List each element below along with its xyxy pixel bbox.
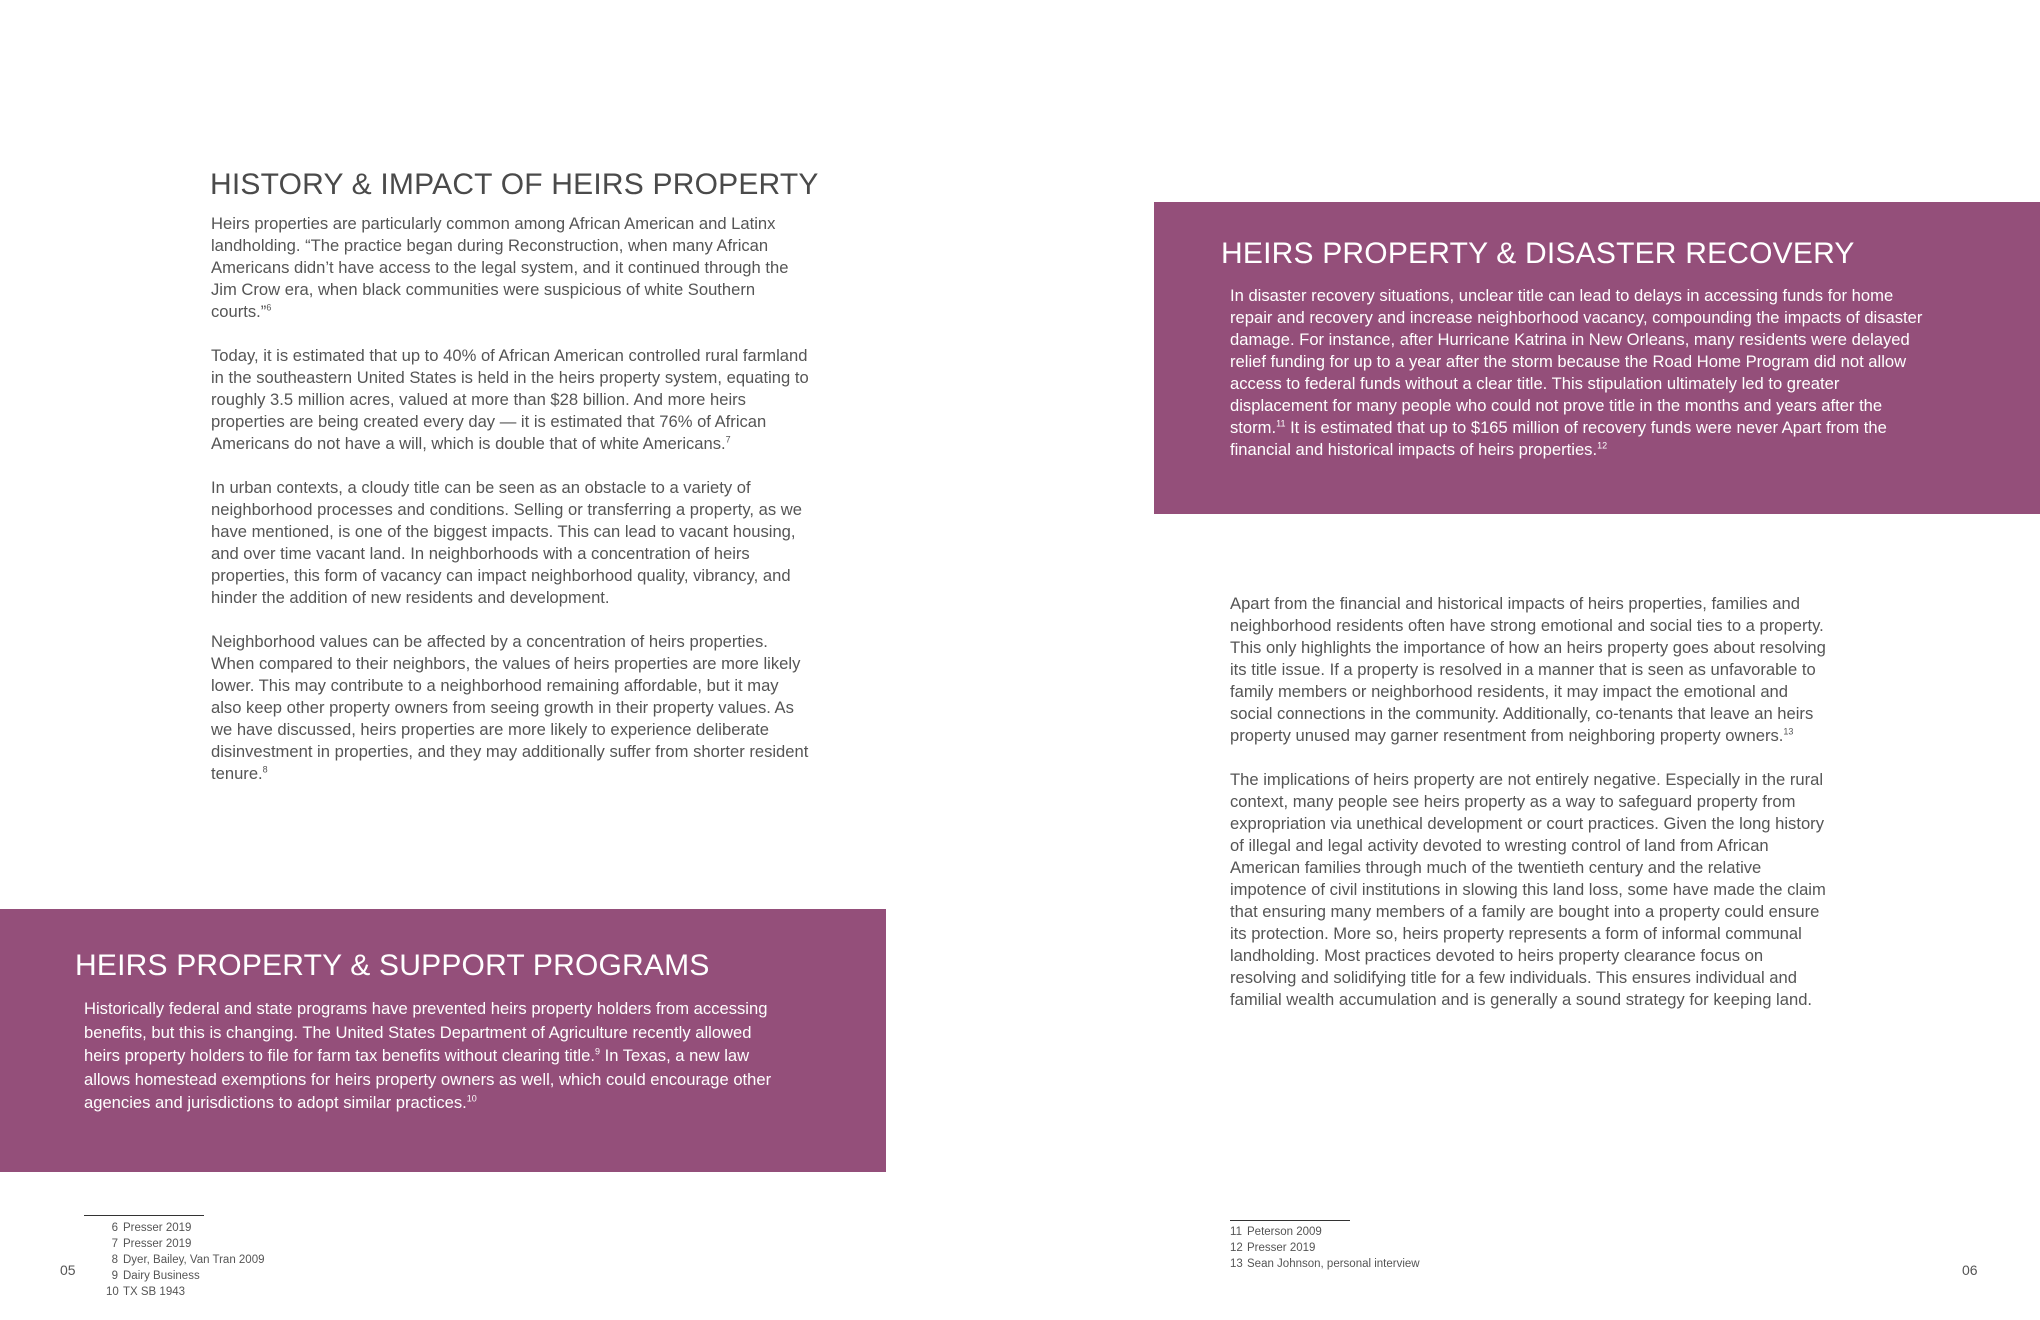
footnote-item (1230, 1256, 1420, 1272)
footnote-ref-6: 6 (266, 302, 272, 313)
footnote-number: 13 (1230, 1258, 1243, 1270)
family-ties-paragraph-2 (1230, 769, 1830, 1011)
history-paragraph-2 (211, 345, 811, 455)
footnote-text: Dairy Business (123, 1270, 200, 1282)
footnote-item (106, 1268, 265, 1284)
footnote-text: Peterson 2009 (1247, 1226, 1322, 1238)
footnotes-right (1230, 1224, 1420, 1272)
footnote-text: Dyer, Bailey, Van Tran 2009 (123, 1254, 265, 1266)
footnote-item (106, 1220, 265, 1236)
family-ties-paragraph-2-text: The implications of heirs property are not entirely negative. Especially in the rural context, many people see heirs property as a way to safeguard property from expropriation via unethical development or court practices. Given the long history of illegal and legal activity devoted to wresting control of land from African American families through much of the twentieth century and the relative impotence of civil institutions in slowing this land loss, some have made the claim that ensuring many members of a family are bought into a property could ensure its protection. More so, heirs property represents a form of informal communal landholding. Most practices devoted to heirs property clearance focus on resolving and solidifying title for a few individuals. This ensures individual and familial wealth accumulation and is generally a sound strategy for keeping land. (1230, 770, 1826, 1009)
disaster-text-b: It is estimated that up to $165 million of recovery funds were never Apart from the financial and historical impacts of heirs properties. (1230, 418, 1887, 459)
page-number-right: 06 (1962, 1262, 1978, 1278)
support-section-title: HEIRS PROPERTY & SUPPORT PROGRAMS (75, 949, 710, 982)
footnote-number: 6 (111, 1222, 118, 1234)
footnote-text: Sean Johnson, personal interview (1247, 1258, 1420, 1270)
footnote-number: 8 (111, 1254, 118, 1266)
disaster-recovery-panel (1154, 202, 2040, 514)
history-paragraph-1 (211, 213, 811, 323)
footnote-divider-left (84, 1215, 204, 1216)
disaster-section-body (1230, 285, 1930, 461)
history-section-body (211, 213, 811, 785)
footnote-number: 7 (111, 1238, 118, 1250)
footnote-item (106, 1284, 265, 1300)
footnote-ref-10: 10 (466, 1093, 477, 1104)
support-programs-panel (0, 909, 886, 1172)
page-number-left: 05 (60, 1262, 76, 1278)
disaster-section-title: HEIRS PROPERTY & DISASTER RECOVERY (1221, 237, 1855, 270)
history-paragraph-2-text: Today, it is estimated that up to 40% of African American controlled rural farmland in the southeastern United States is held in the heirs property system, equating to roughly 3.5 million acres, valued at more than $28 billion. And more heirs properties are being created every day — it is estimated that 76% of African Americans do not have a will, which is double that of white Americans. (211, 346, 809, 453)
family-ties-section-body (1230, 593, 1830, 1011)
footnote-text: Presser 2019 (123, 1238, 192, 1250)
footnote-number: 12 (1230, 1242, 1243, 1254)
footnote-item (106, 1252, 265, 1268)
footnote-ref-7: 7 (725, 434, 731, 445)
footnote-number: 9 (111, 1270, 118, 1282)
footnote-number: 11 (1230, 1226, 1242, 1238)
footnote-ref-12: 12 (1597, 440, 1608, 451)
footnote-ref-11: 11 (1276, 418, 1286, 429)
support-text-b: In Texas, a new law allows homestead exemptions for heirs property owners as well, which could encourage other agencies and jurisdictions to adopt similar practices. (84, 1046, 772, 1112)
family-ties-paragraph-1 (1230, 593, 1830, 747)
family-ties-paragraph-1-text: Apart from the financial and historical impacts of heirs properties, families and neighborhood residents often have strong emotional and social ties to a property. This only highlights the importance of how an heirs property goes about resolving its title issue. If a property is resolved in a manner that is seen as unfavorable to family members or neighborhood residents, it may impact the emotional and social connections in the community. Additionally, co-tenants that leave an heirs property unused may garner resentment from neighboring property owners. (1230, 594, 1826, 745)
footnote-ref-8: 8 (262, 764, 268, 775)
footnote-ref-9: 9 (594, 1046, 600, 1057)
history-paragraph-3 (211, 477, 811, 609)
footnote-text: TX SB 1943 (123, 1286, 186, 1298)
history-paragraph-4 (211, 631, 811, 785)
footnote-item (1230, 1240, 1420, 1256)
footnote-text: Presser 2019 (1247, 1242, 1316, 1254)
footnote-number: 10 (106, 1286, 119, 1298)
footnote-divider-right (1230, 1220, 1350, 1221)
history-paragraph-3-text: In urban contexts, a cloudy title can be seen as an obstacle to a variety of neighborhood processes and conditions. Selling or transferring a property, as we have mentioned, is one of the biggest impacts. This can lead to vacant housing, and over time vacant land. In neighborhoods with a concentration of heirs properties, this form of vacancy can impact neighborhood quality, vibrancy, and hinder the addition of new residents and development. (211, 478, 802, 607)
footnote-text: Presser 2019 (123, 1222, 192, 1234)
disaster-text-a: In disaster recovery situations, unclear title can lead to delays in accessing funds for home repair and recovery and increase neighborhood vacancy, compounding the impacts of disaster damage. For instance, after Hurricane Katrina in New Orleans, many residents were delayed relief funding for up to a year after the storm because the Road Home Program did not allow access to federal funds without a clear title. This stipulation ultimately led to greater displacement for many people who could not prove title in the months and years after the storm. (1230, 286, 1923, 437)
history-paragraph-1-text: Heirs properties are particularly common among African American and Latinx landholding. “The practice began during Reconstruction, when many African Americans didn’t have access to the legal system, and it continued through the Jim Crow era, when black communities were suspicious of white Southern courts.” (211, 214, 789, 321)
footnote-item (1230, 1224, 1420, 1240)
footnote-item (106, 1236, 265, 1252)
support-section-body (84, 997, 784, 1115)
history-paragraph-4-text: Neighborhood values can be affected by a concentration of heirs properties. When compared to their neighbors, the values of heirs properties are more likely lower. This may contribute to a neighborhood remaining affordable, but it may also keep other property owners from seeing growth in their property values. As we have discussed, heirs properties are more likely to experience deliberate disinvestment in properties, and they may additionally suffer from shorter resident tenure. (211, 632, 809, 783)
history-section-title: HISTORY & IMPACT OF HEIRS PROPERTY (210, 168, 819, 201)
support-text-a: Historically federal and state programs have prevented heirs property holders from accessing benefits, but this is changing. The United States Department of Agriculture recently allowed heirs property holders to file for farm tax benefits without clearing title. (84, 999, 768, 1065)
footnotes-left (106, 1220, 265, 1300)
footnote-ref-13: 13 (1783, 726, 1794, 737)
